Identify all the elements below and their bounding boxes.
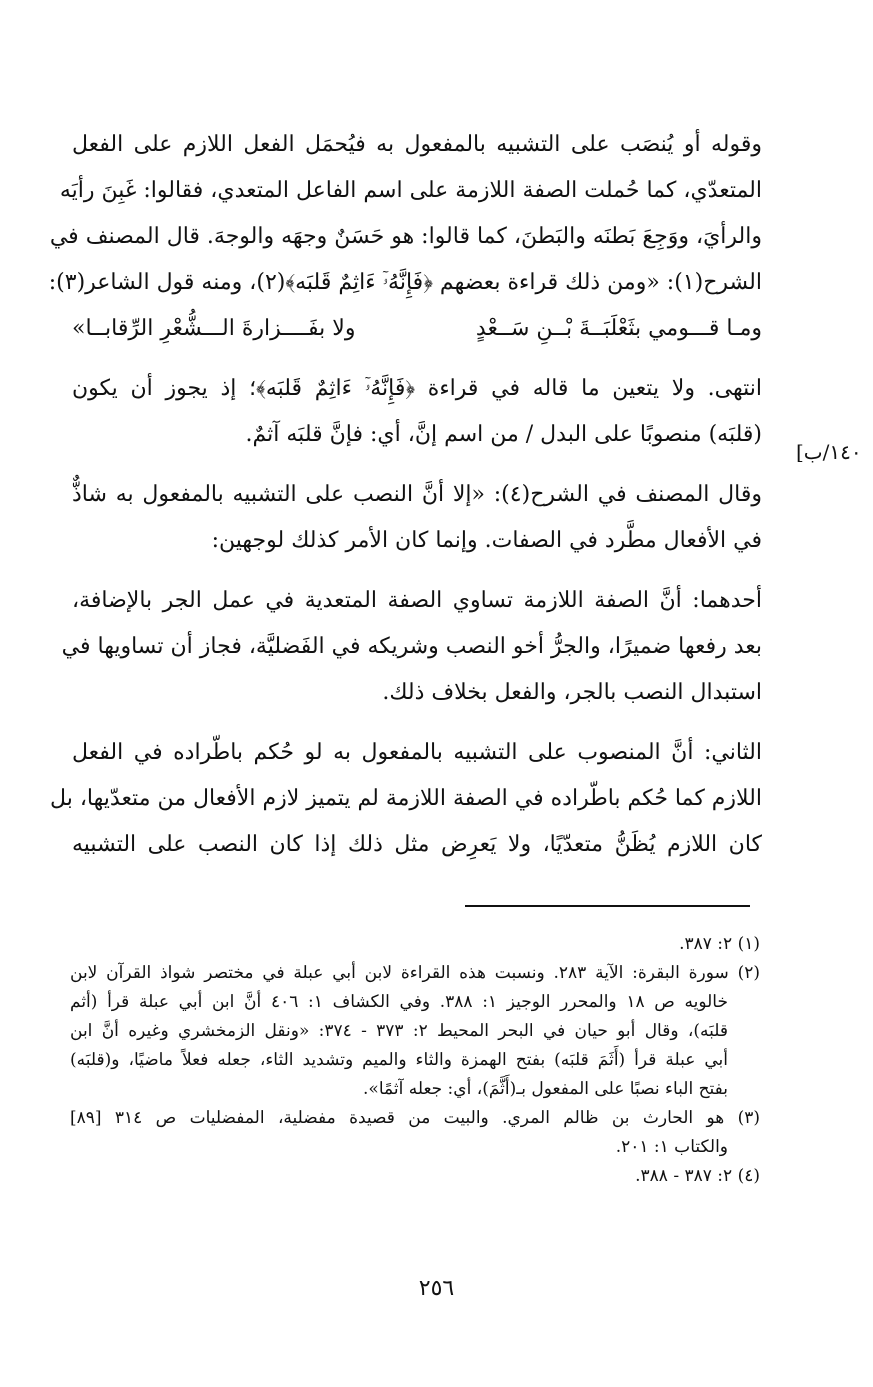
footnote-line: خالويه ص ١٨ والمحرر الوجيز ١: ٣٨٨. وفي الكشاف ١: ٤٠٦ أنَّ ابن أبي عبلة قرأ (أثم	[70, 992, 728, 1012]
text-line: الشرح(١): «ومن ذلك قراءة بعضهم ﴿فَإِنَّهُۥٓ ءَاثِمٌ قَلبَه﴾(٢)، ومنه قول الشاعر(٣):	[48, 270, 762, 295]
text-line: استبدال النصب بالجر، والفعل بخلاف ذلك.	[382, 680, 762, 705]
paragraph-2	[72, 366, 762, 458]
footnote-2	[70, 959, 760, 1104]
paragraph-4	[61, 578, 762, 716]
manuscript-folio-marker: ١٤٠/ب]	[796, 440, 862, 464]
text-line: وقال المصنف في الشرح(٤): «إلا أنَّ النصب على التشبيه بالمفعول به شاذٌّ	[72, 482, 762, 507]
text-line: وقوله أو يُنصَب على التشبيه بالمفعول به فيُحمَل الفعل اللازم على الفعل	[72, 132, 762, 157]
footnote-line: أبي عبلة قرأ (أَثَمَ قلبَه) بفتح الهمزة والثاء والميم وتشديد الثاء، جعله فعلاً ماضيًا، و(قلبَه)	[70, 1050, 728, 1070]
footnote-line: (٢) سورة البقرة: الآية ٢٨٣. ونسبت هذه القراءة لابن أبي عبلة في مختصر شواذ القرآن لابن	[70, 963, 760, 983]
paragraph-5	[50, 730, 762, 868]
text-line: كان اللازم يُظَنُّ متعدّيًا، ولا يَعرِض مثل ذلك إذا كان النصب على التشبيه	[72, 832, 762, 857]
footnote-line: والكتاب ١: ٢٠١.	[615, 1137, 728, 1157]
footnote-line: (٣) هو الحارث بن ظالم المري. والبيت من قصيدة مفضلية، المفضليات ص ٣١٤ [٨٩]	[70, 1108, 760, 1128]
footnote-separator	[465, 905, 750, 907]
paragraph-1	[48, 122, 762, 306]
verse-first-hemistich: ومـا قـــومي بثَعْلَبَــةَ بْــنِ سَــعْدٍ	[475, 316, 762, 341]
verse-second-hemistich: ولا بفَــــزارةَ الـــشُّعْرِ الرِّقابــا»	[72, 316, 356, 341]
footnotes	[70, 930, 760, 1191]
footnote-line: بفتح الباء نصبًا على المفعول بـ(أَثَّمَ)، أي: جعله آثمًا».	[363, 1079, 728, 1099]
paragraph-3	[72, 472, 762, 564]
footnote-3	[70, 1104, 760, 1162]
footnote-4	[70, 1162, 760, 1191]
text-line: المتعدّي، كما حُملت الصفة اللازمة على اسم الفاعل المتعدي، فقالوا: غَبِنَ رأيَه	[59, 178, 762, 203]
text-line: في الأفعال مطَّرد في الصفات. وإنما كان الأمر كذلك لوجهين:	[211, 528, 762, 553]
text-line: والرأيَ، ووَجِعَ بَطنَه والبَطنَ، كما قالوا: هو حَسَنٌ وجهَه والوجهَ. قال المصنف في	[49, 224, 762, 249]
text-line: (قلبَه) منصوبًا على البدل / من اسم إنَّ، أي: فإنَّ قلبَه آثمٌ.	[245, 422, 762, 447]
footnote-1	[70, 930, 760, 959]
poetry-verse	[72, 306, 762, 352]
footnote-line: قلبَه)، وقال أبو حيان في البحر المحيط ٢: ٣٧٣ - ٣٧٤: «ونقل الزمخشري وغيره أنَّ ابن	[70, 1021, 728, 1041]
main-text	[48, 122, 762, 868]
text-line: اللازم كما حُكم باطّراده في الصفة اللازمة لم يتميز لازم الأفعال من متعدّيها، بل	[50, 786, 762, 811]
text-line: بعد رفعها ضميرًا، والجرُّ أخو النصب وشريكه في الفَضليَّة، فجاز أن تساويها في	[61, 634, 762, 659]
text-line: انتهى. ولا يتعين ما قاله في قراءة ﴿فَإِنَّهُۥٓ ءَاثِمٌ قَلبَه﴾؛ إذ يجوز أن يكون	[72, 376, 762, 401]
text-line: الثاني: أنَّ المنصوب على التشبيه بالمفعول به لو حُكم باطّراده في الفعل	[72, 740, 762, 765]
text-line: أحدهما: أنَّ الصفة اللازمة تساوي الصفة المتعدية في عمل الجر بالإضافة،	[72, 588, 762, 613]
footnote-line: (١) ٢: ٣٨٧.	[679, 934, 760, 954]
page-number: ٢٥٦	[418, 1276, 455, 1301]
footnote-line: (٤) ٢: ٣٨٧ - ٣٨٨.	[635, 1166, 760, 1186]
